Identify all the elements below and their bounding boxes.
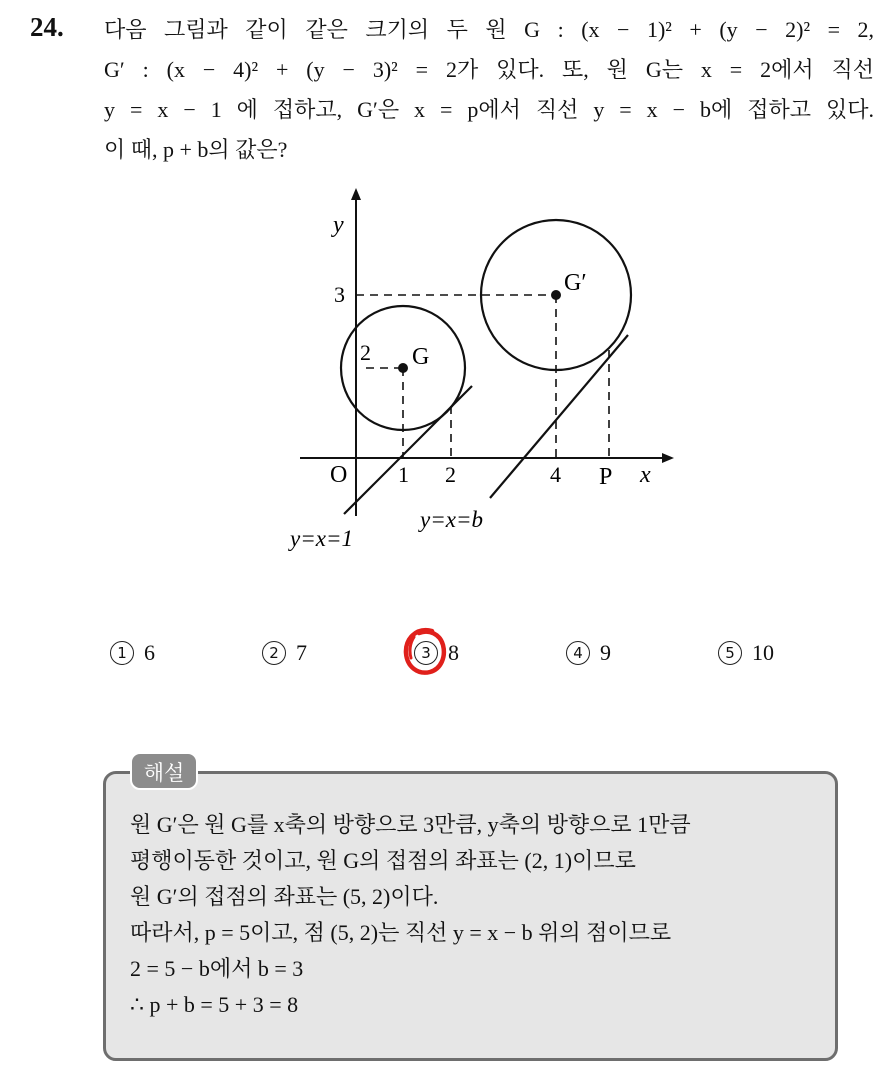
question-line: 다음 그림과 같이 같은 크기의 두 원 G : (x − 1)² + (y − 2)² = 2, <box>104 17 874 42</box>
question-line: 이 때, p + b의 값은? <box>104 137 288 162</box>
question-line: y = x − 1 에 접하고, G′은 x = p에서 직선 y = x − b에 접하고 있다. <box>104 97 874 122</box>
center-g <box>398 363 408 373</box>
figure-svg <box>260 180 700 560</box>
explanation-line: 원 G′은 원 G를 x축의 방향으로 3만큼, y축의 방향으로 1만큼 <box>130 812 691 837</box>
choice-marker: 5 <box>718 641 742 665</box>
y-tick-3: 3 <box>334 282 345 307</box>
question-line: G′ : (x − 4)² + (y − 3)² = 2가 있다. 또, 원 G는 x = 2에서 직선 <box>104 57 874 82</box>
line1-label: y=x=1 <box>290 526 353 551</box>
explanation-line: 따라서, p = 5이고, 점 (5, 2)는 직선 y = x − b 위의 점이므로 <box>130 920 672 945</box>
choice-value: 6 <box>144 640 155 665</box>
choice-value: 9 <box>600 640 611 665</box>
axis-y-label: y <box>333 212 344 238</box>
choice-2[interactable] <box>262 636 307 670</box>
problem-number: 24. <box>30 12 64 42</box>
x-tick-4: 4 <box>550 462 561 487</box>
explanation-line: 2 = 5 − b에서 b = 3 <box>130 956 304 981</box>
x-tick-2: 2 <box>445 462 456 487</box>
line2-label: y=x=b <box>420 507 483 532</box>
x-tick-1: 1 <box>398 462 409 487</box>
tangent-line-1 <box>344 386 472 514</box>
explanation-tag: 해설 <box>130 752 198 790</box>
x-axis-arrow <box>662 453 674 463</box>
y-tick-2: 2 <box>360 340 371 365</box>
choice-1[interactable] <box>110 636 155 670</box>
y-axis-arrow <box>351 188 361 200</box>
question-text <box>104 12 874 172</box>
choice-4[interactable] <box>566 636 611 670</box>
answer-mark-icon <box>402 625 448 677</box>
coordinate-figure <box>260 180 700 560</box>
choice-5[interactable] <box>718 636 774 670</box>
explanation-line: ∴ p + b = 5 + 3 = 8 <box>130 992 299 1017</box>
choice-marker: 3 <box>414 641 438 665</box>
choice-marker: 4 <box>566 641 590 665</box>
x-tick-p: P <box>599 464 613 490</box>
explanation-line: 원 G′의 접점의 좌표는 (5, 2)이다. <box>130 884 439 909</box>
choice-value: 10 <box>752 640 774 665</box>
origin-label: O <box>330 462 348 488</box>
explanation-line: 평행이동한 것이고, 원 G의 접점의 좌표는 (2, 1)이므로 <box>130 848 636 873</box>
choice-marker: 2 <box>262 641 286 665</box>
choice-value: 8 <box>448 640 459 665</box>
circle-g-label: G <box>412 344 430 370</box>
axis-x-label: x <box>640 462 651 488</box>
choice-value: 7 <box>296 640 307 665</box>
circle-g-prime-label: G′ <box>564 270 587 296</box>
explanation-body <box>130 808 830 1024</box>
center-g-prime <box>551 290 561 300</box>
choice-marker: 1 <box>110 641 134 665</box>
